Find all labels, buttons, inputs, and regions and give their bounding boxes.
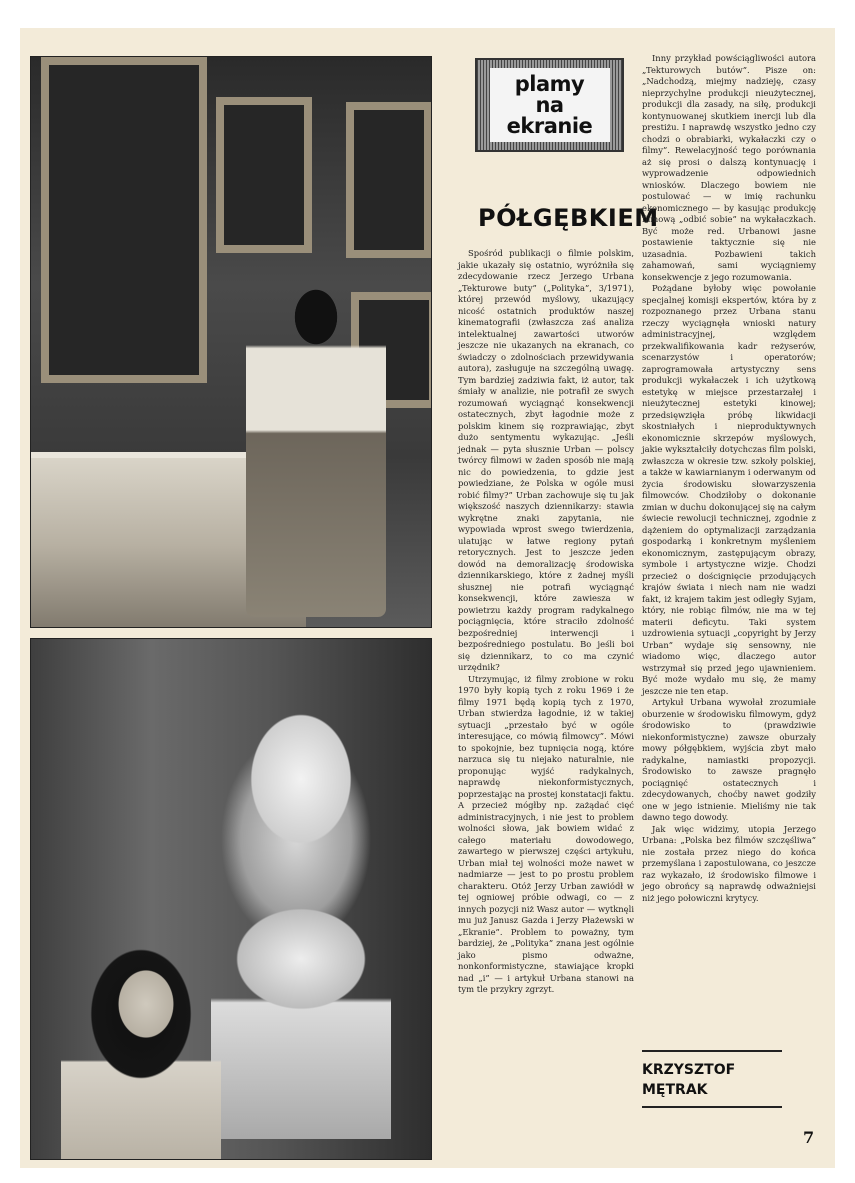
article-column-1 [458, 248, 634, 1113]
woman-figure [61, 939, 221, 1159]
author-last-name: MĘTRAK [642, 1082, 708, 1098]
painting-frame [216, 97, 312, 253]
author-first-name: KRZYSZTOF [642, 1062, 736, 1078]
paragraph: Jak więc widzimy, utopia Jerzego Urbana: „Polska bez filmów szczęśliwa” nie została przez niego do końca przemyślana i zapostulowana, co jeszcze raz wykazało, iż środowisko filmowe i jego obrońcy są naprawdę odważniejsi niż jego połowiczni krytycy. [642, 823, 816, 903]
section-title-box [475, 58, 624, 152]
paragraph: Utrzymując, iż filmy zrobione w roku 1970 były kopią tych z roku 1969 i że filmy 1971 będą kopią tych z 1970, Urban stwierdza łagodnie, iż w takiej sytuacji „przestało być w ogóle interesujące, co mówią filmowcy”. Mówi to spokojnie, bez tupnięcia nogą, które narzuca się tu niejako naturalnie, nie proponując wyjść radykalnych, naprawdę niekonformistycznych, poprzestając na prostej konstatacji faktu. A przecież mógłby np. zażądać cięć administracyjnych, i nie jest to problem wolności słowa, jak bowiem widać z całego materiału dowodowego, zawartego w pierwszej części artykułu, Urban miał tej wolności może nawet w nadmiarze — jest to po prostu problem charakteru. Otóż Jerzy Urban zawiódł w tej ogniowej próbie odwagi, co — z innych pozycji niż Wasz autor — wytknęli mu już Janusz Gazda i Jerzy Płażewski w „Ekranie”. Problem to poważny, tym bardziej, że „Polityka” znana jest ogólnie jako pismo odważne, nonkonformistyczne, stawiające kropki nad „i” — i artykuł Urbana stanowi na tym tle przykry zgrzyt. [458, 673, 634, 994]
painting-frame [41, 57, 207, 383]
woman-figure [246, 277, 386, 617]
painting-frame [346, 102, 432, 258]
magazine-page [20, 28, 835, 1168]
article-headline: PÓŁGĘBKIEM [478, 204, 659, 232]
photo-woman-with-bust [30, 638, 432, 1160]
marble-bust [211, 669, 391, 1139]
paragraph: Artykuł Urbana wywołał zrozumiałe oburzenie w środowisku filmowym, gdyż środowisko to (prawdziwie niekonformistyczne) zawsze oburzały mowy półgębkiem, wyjścia zbyt mało radykalne, namiastki propozycji. Środowisko to zawsze pragnęło pociągnięć ostatecznych i zdecydowanych, choćby nawet godziły one w jego istnienie. Mieliśmy nie tak dawno tego dowody. [642, 697, 816, 822]
section-title-line: plamy [514, 71, 585, 96]
section-title-line: ekranie [506, 113, 593, 138]
author-byline [642, 1060, 802, 1100]
author-rule [642, 1106, 782, 1108]
paragraph: Inny przykład powściągliwości autora „Tekturowych butów”. Pisze on: „Nadchodzą, miejmy nadzieję, czasy nieprzychylne produkcji nieużytecznej, produkcji dla zasady, na siłę, produkcji kontynuowanej skutkiem inercji lub dla prestiżu. I naprawdę wszystko jedno czy chodzi o obrabiarki, wykałaczki czy o filmy”. Rewelacyjność tego porównania aż się prosi o dalszą kontynuację i wyprowadzenie odpowiednich wniosków. Dlaczego bowiem nie postulować — w imię rachunku ekonomicznego — by kasując produkcję filmową „odbić sobie” na wykałaczkach. Być może red. Urbanowi jasne postawienie taktycznie się nie uzasadnia. Pozbawieni takich zahamowań, sami wyciągniemy konsekwencje z jego rozumowania. [642, 53, 816, 282]
section-title [490, 68, 610, 142]
page-number: 7 [803, 1128, 815, 1147]
paragraph: Spośród publikacji o filmie polskim, jakie ukazały się ostatnio, wyróżniła się zdecydowanie rzecz Jerzego Urbana „Tekturowe buty” („Polityka”, 3/1971), której przewód myślowy, ukazujący nicość ostatnich produktów naszej kinematografii (zwłaszcza zaś analiza intelektualnej zawartości utworów jeszcze nie ukazanych na ekranach, co świadczy o zdolnościach przewidywania autora), zasługuje na szczególną uwagę. Tym bardziej zadziwia fakt, iż autor, tak śmiały w analizie, nie potrafił ze swych rozumowań wyciągnąć konsekwencji ostatecznych, zbyt łagodnie może z polskim kinem się rozprawiając, zbyt dużo sentymentu wykazując. „Jeśli jednak — pyta słusznie Urban — polscy twórcy filmowi w żaden sposób nie mają nic do powiedzenia, to gdzie jest powiedziane, że Polska w ogóle musi robić filmy?” Urban zachowuje się tu jak większość naszych dziennikarzy: stawia wykrętne znaki zapytania, nie wypowiada wprost swego twierdzenia, ulatując w łatwe regiony pytań retorycznych. Jest to jeszcze jeden dowód na demoralizację środowiska dziennikarskiego, które z żadnej myśli słusznej nie potrafi wyciągnąć konsekwencji, które zawiesza w powietrzu każdy program radykalnego pociągnięcia, które straciło zdolność bezpośredniej interwencji i bezpośredniego postulatu. Bo jeśli boi się dziennikarz, to co ma czynić urzędnik? [458, 248, 634, 672]
photo-woman-in-gallery [30, 56, 432, 628]
author-rule [642, 1050, 782, 1052]
section-title-line: na [535, 92, 564, 117]
paragraph: Pożądane byłoby więc powołanie specjalnej komisji ekspertów, która by z rozpoznanego przez Urbana stanu rzeczy wyciągnęła wnioski natury administracyjnej, względem przekwalifikowania kadr reżyserów, scenarzystów i operatorów; zaprogramowała artystyczny sens produkcji wykałaczek i ich użytkową estetykę w miejsce przestarzałej i nieużytecznej estetyki kinowej; przedsięwzięła próbę likwidacji skostniałych i nieproduktywnych ekonomicznie skrzepów myślowych, jakie wykształciły dotychczas film polski, zwłaszcza w okresie tzw. szkoły polskiej, a także w kawiarnianym i oderwanym od życia środowisku słowarzyszenia filmowców. Chodziłoby o dokonanie zmian w duchu dokonującej się na całym świecie rewolucji technicznej, zgodnie z dążeniem do optymalizacji zarządzania gospodarką i konkretnym myśleniem ekonomicznym, zastępującym obrazy, symbole i artystyczne wizje. Chodzi przecież o doścignięcie przodujących krajów świata i niech nam nie wadzi fakt, iż krajem takim jest odległy Syjam, który, nie robiąc filmów, nie ma w tej materii deficytu. Taki system uzdrowienia sytuacji „copyright by Jerzy Urban” wydaje się sensowny, nie wiadomo więc, dlaczego autor wstrzymał się przed jego ujawnieniem. Być może wydało mu się, że mamy jeszcze nie ten etap. [642, 283, 816, 696]
article-column-2 [642, 53, 816, 1053]
